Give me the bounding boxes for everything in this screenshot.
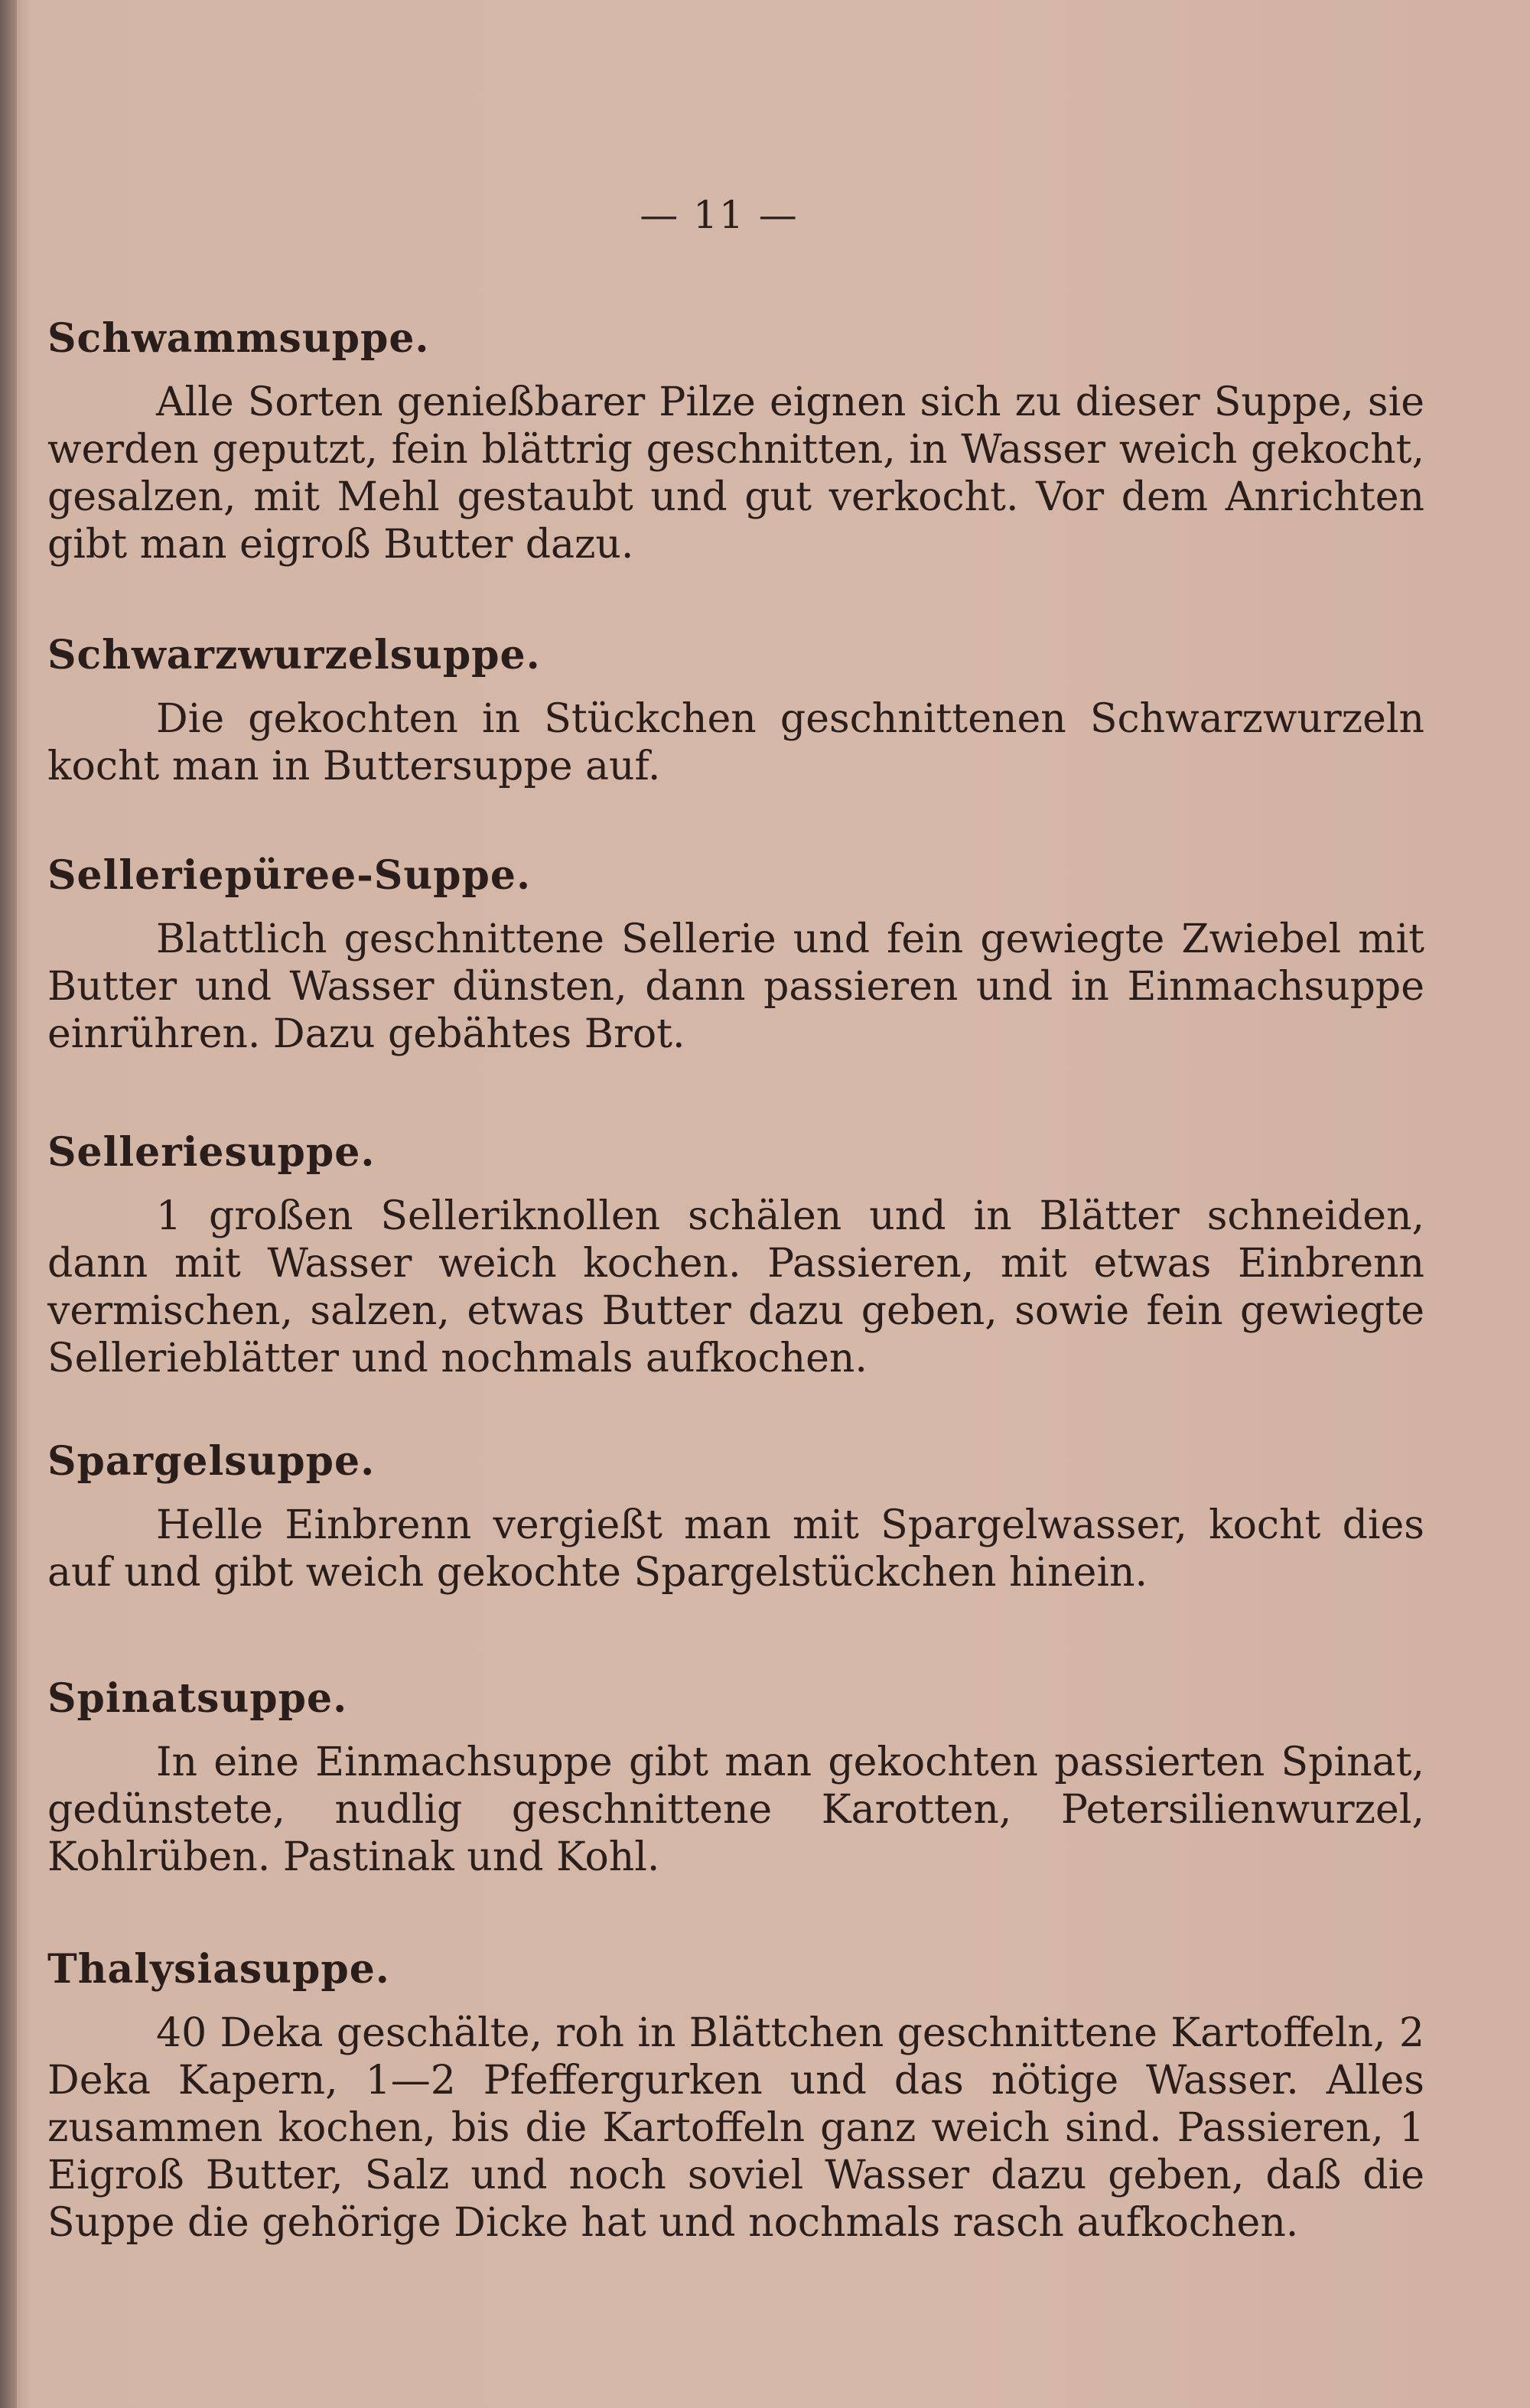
recipe-title: Schwarzwurzelsuppe. bbox=[47, 632, 541, 678]
recipe-text: Helle Einbrenn vergießt man mit Spargelwasser, kocht dies auf und gibt weich gekochte Spargelstückchen hinein. bbox=[47, 1502, 1424, 1596]
recipe-text: Die gekochten in Stückchen geschnittenen Schwarzwurzeln kocht man in Buttersuppe auf. bbox=[47, 696, 1424, 789]
recipe-text: In eine Einmachsuppe gibt man gekochten passierten Spinat, gedünstete, nudlig geschnittene Karotten, Petersilienwurzel, Kohlrüben. Pastinak und Kohl. bbox=[47, 1739, 1424, 1880]
recipe-title: Thalysiasuppe. bbox=[47, 1946, 390, 1993]
recipe-spinatsuppe bbox=[47, 1675, 1424, 1881]
page-spine-shadow bbox=[0, 0, 17, 2408]
recipe-selleriesuppe bbox=[47, 1129, 1424, 1382]
recipe-thalysiasuppe bbox=[47, 1946, 1424, 2247]
recipe-title: Spinatsuppe. bbox=[47, 1675, 348, 1722]
recipe-title: Spargelsuppe. bbox=[47, 1438, 376, 1485]
recipe-title: Selleriesuppe. bbox=[47, 1129, 376, 1176]
recipe-text: Alle Sorten genießbarer Pilze eignen sich zu dieser Suppe, sie werden geputzt, fein blättrig geschnitten, in Wasser weich gekocht, gesalzen, mit Mehl gestaubt und gut verkocht. Vor dem Anrichten gibt man eigroß Butter dazu. bbox=[47, 379, 1424, 568]
recipe-title: Selleriepüree-Suppe. bbox=[47, 852, 532, 899]
recipe-text: 40 Deka geschälte, roh in Blättchen geschnittene Kartoffeln, 2 Deka Kapern, 1—2 Pfeffergurken und das nötige Wasser. Alles zusammen kochen, bis die Kartoffeln ganz weich sind. Passieren, 1 Eigroß Butter, Salz und noch soviel Wasser dazu geben, daß die Suppe die gehörige Dicke hat und nochmals rasch aufkochen. bbox=[47, 2010, 1424, 2246]
recipe-spargelsuppe bbox=[47, 1438, 1424, 1596]
page-number: — 11 — bbox=[640, 193, 799, 237]
recipe-selleriepueree-suppe bbox=[47, 852, 1424, 1058]
recipe-schwarzwurzelsuppe bbox=[47, 632, 1424, 790]
recipe-title: Schwammsuppe. bbox=[47, 315, 430, 362]
recipe-schwammsuppe bbox=[47, 315, 1424, 568]
recipe-text: 1 großen Selleriknollen schälen und in Blätter schneiden, dann mit Wasser weich kochen. Passieren, mit etwas Einbrenn vermischen, salzen, etwas Butter dazu geben, sowie fein gewiegte Sellerieblätter und nochmals aufkochen. bbox=[47, 1193, 1424, 1381]
recipe-text: Blattlich geschnittene Sellerie und fein gewiegte Zwiebel mit Butter und Wasser dünsten, dann passieren und in Einmachsuppe einrühren. Dazu gebähtes Brot. bbox=[47, 916, 1424, 1057]
